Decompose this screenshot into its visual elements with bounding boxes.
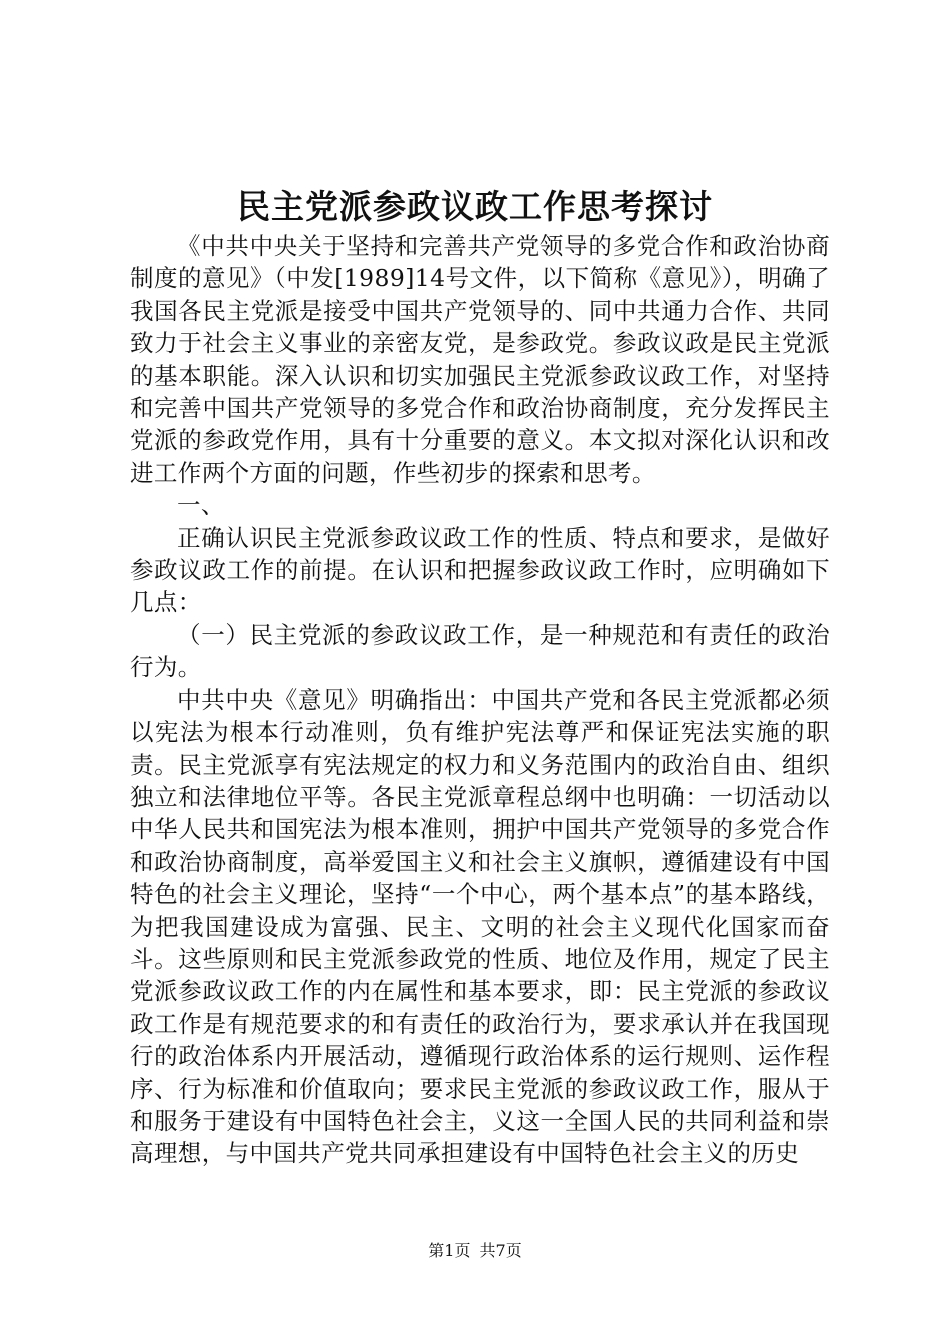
page-number: 第1页: [428, 1241, 471, 1260]
subsection-heading-one: （一）民主党派的参政议政工作，是一种规范和有责任的政治行为。: [130, 620, 830, 682]
page-footer: [0, 1241, 950, 1261]
document-body: [130, 230, 830, 1170]
document-title: 民主党派参政议政工作思考探讨: [237, 187, 713, 226]
paragraph-subsection-one-body: 中共中央《意见》明确指出：中国共产党和各民主党派都必须以宪法为根本行动准则，负有维护宪法尊严和保证宪法实施的职责。民主党派享有宪法规定的权力和义务范围内的政治自由、组织独立和法律地位平等。各民主党派章程总纲中也明确：一切活动以中华人民共和国宪法为根本准则，拥护中国共产党领导的多党合作和政治协商制度，高举爱国主义和社会主义旗帜，遵循建设有中国特色的社会主义理论，坚持“一个中心，两个基本点”的基本路线，为把我国建设成为富强、民主、文明的社会主义现代化国家而奋斗。这些原则和民主党派参政党的性质、地位及作用，规定了民主党派参政议政工作的内在属性和基本要求，即：民主党派的参政议政工作是有规范要求的和有责任的政治行为，要求承认并在我国现行的政治体系内开展活动，遵循现行政治体系的运行规则、运作程序、行为标准和价值取向；要求民主党派的参政议政工作，服从于和服务于建设有中国特色社会主，义这一全国人民的共同利益和崇高理想，与中国共产党共同承担建设有中国特色社会主义的历史: [130, 685, 830, 1168]
page-total: 共7页: [479, 1241, 522, 1260]
section-heading-one: 一、: [177, 491, 225, 520]
paragraph-section-one-intro: 正确认识民主党派参政议政工作的性质、特点和要求，是做好参政议政工作的前提。在认识和把握参政议政工作时，应明确如下几点：: [130, 523, 830, 617]
paragraph-intro: 《中共中央关于坚持和完善共产党领导的多党合作和政治协商制度的意见》（中发[1989]14号文件，以下简称《意见》），明确了我国各民主党派是接受中国共产党领导的、同中共通力合作、共同致力于社会主义事业的亲密友党，是参政党。参政议政是民主党派的基本职能。深入认识和切实加强民主党派参政议政工作，对坚持和完善中国共产党领导的多党合作和政治协商制度，充分发挥民主党派的参政党作用，具有十分重要的意义。本文拟对深化认识和改进工作两个方面的问题，作些初步的探索和思考。: [130, 232, 830, 487]
